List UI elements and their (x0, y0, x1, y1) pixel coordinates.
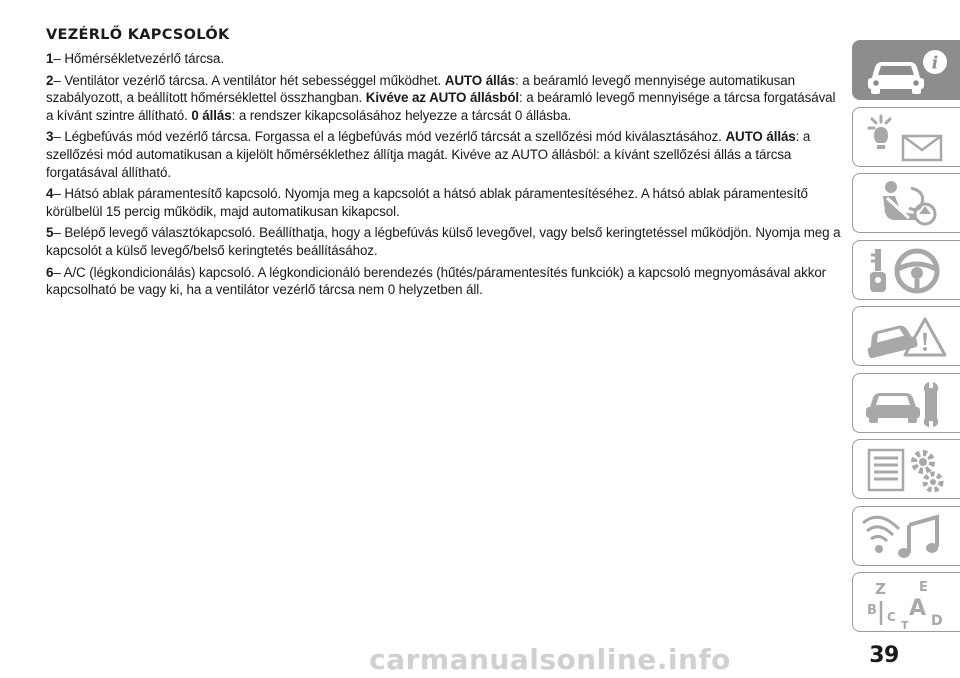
car-maintenance-wrench-icon (861, 378, 953, 430)
alphabetical-index-icon (861, 577, 953, 629)
chapter-tabs (852, 40, 960, 639)
item-text: : a szellőzési mód automatikusan a kijelölt hőmérséklethez állítja magát. Kivéve az AUTO állásból: a kívánt szellőzési állás a tárcsa forgatásával állítható. (46, 129, 811, 180)
item-number: 5 (46, 225, 54, 241)
car-info-icon (861, 45, 953, 97)
emergency-breakdown-icon (861, 311, 953, 363)
item-number: 2 (46, 72, 54, 88)
index-letter: E (919, 580, 928, 595)
chapter-tab-starting-driving[interactable] (852, 240, 960, 300)
list-item-3 (46, 128, 846, 181)
warning-lights-message-icon (861, 112, 953, 164)
index-letter: C (887, 610, 896, 624)
item-number: 6 (46, 264, 54, 280)
item-bold-term: AUTO állás (725, 129, 796, 145)
watermark: carmanualsonline.info (369, 643, 731, 676)
item-number: 1 (46, 51, 54, 66)
chapter-tab-safety[interactable] (852, 173, 960, 233)
chapter-tab-multimedia[interactable] (852, 506, 960, 566)
section-heading: VEZÉRLŐ KAPCSOLÓK (46, 27, 230, 43)
seat-safety-airbag-icon (861, 178, 953, 230)
chapter-tab-emergency[interactable] (852, 306, 960, 366)
key-steering-wheel-icon (861, 245, 953, 297)
list-item-6 (46, 264, 846, 299)
chapter-tab-technical-data[interactable] (852, 439, 960, 499)
index-letter: T (901, 619, 909, 629)
list-item-2 (46, 72, 846, 125)
chapter-tab-index[interactable] (852, 572, 960, 632)
item-number: 3 (46, 129, 54, 145)
item-text: : a beáramló levegő mennyisége a tárcsa forgatásával a kívánt szintre állítható. (46, 90, 836, 123)
item-text: : a beáramló levegő mennyisége automatikusan szabályozott, a beállított hőmérséklettel összhangban. (46, 72, 795, 106)
list-item-5 (46, 224, 846, 259)
item-text: : a rendszer kikapcsolásához helyezze a tárcsát 0 állásba. (231, 107, 572, 123)
item-bold-term: 0 állás (191, 107, 232, 123)
item-bold-term: Kivéve az AUTO állásból (365, 90, 520, 106)
index-letter: Z (875, 580, 886, 598)
main-content (46, 26, 846, 303)
item-text: – Légbefúvás mód vezérlő tárcsa. Forgassa el a légbefúvás mód vezérlő tárcsát a szellőzési mód kiválasztásához. (53, 129, 726, 145)
item-bold-term: AUTO állás (444, 72, 515, 88)
chapter-tab-knowing-the-car[interactable] (852, 40, 960, 100)
multimedia-music-icon (861, 511, 953, 563)
chapter-tab-maintenance[interactable] (852, 373, 960, 433)
item-text: – Ventilátor vezérlő tárcsa. A ventilátor hét sebességgel működhet. (53, 72, 445, 88)
svg-text:i: i (931, 53, 939, 74)
technical-data-gears-icon (861, 444, 953, 496)
index-letter: B (867, 603, 877, 618)
item-text: – Hőmérsékletvezérlő tárcsa. (53, 51, 224, 66)
chapter-tab-warning-lights[interactable] (852, 107, 960, 167)
list-item-4 (46, 185, 846, 220)
index-letter: D (931, 613, 943, 629)
item-text: – Hátsó ablak páramentesítő kapcsoló. Nyomja meg a kapcsolót a hátsó ablak páramentesítéséhez. A hátsó ablak páramentesítő körülbelül 15 percig működik, majd automatikusan kikapcsol. (46, 186, 808, 219)
list-item-1 (46, 50, 846, 68)
item-text: – Belépő levegő választókapcsoló. Beállíthatja, hogy a légbefúvás külső levegővel, vagy belső keringtetéssel működjön. Nyomja meg a kapcsolót a külső levegő/belső keringtetés beállításához. (46, 225, 841, 258)
item-number: 4 (46, 186, 54, 202)
page-number: 39 (869, 643, 899, 668)
item-text: – A/C (légkondicionálás) kapcsoló. A légkondicionáló berendezés (hűtés/páramentesítés funkciók) a kapcsoló megnyomásával akkor kapcsolható be vagy ki, ha a ventilátor vezérlő tárcsa nem 0 helyzetben áll. (46, 264, 827, 298)
index-letter: A (909, 596, 927, 621)
